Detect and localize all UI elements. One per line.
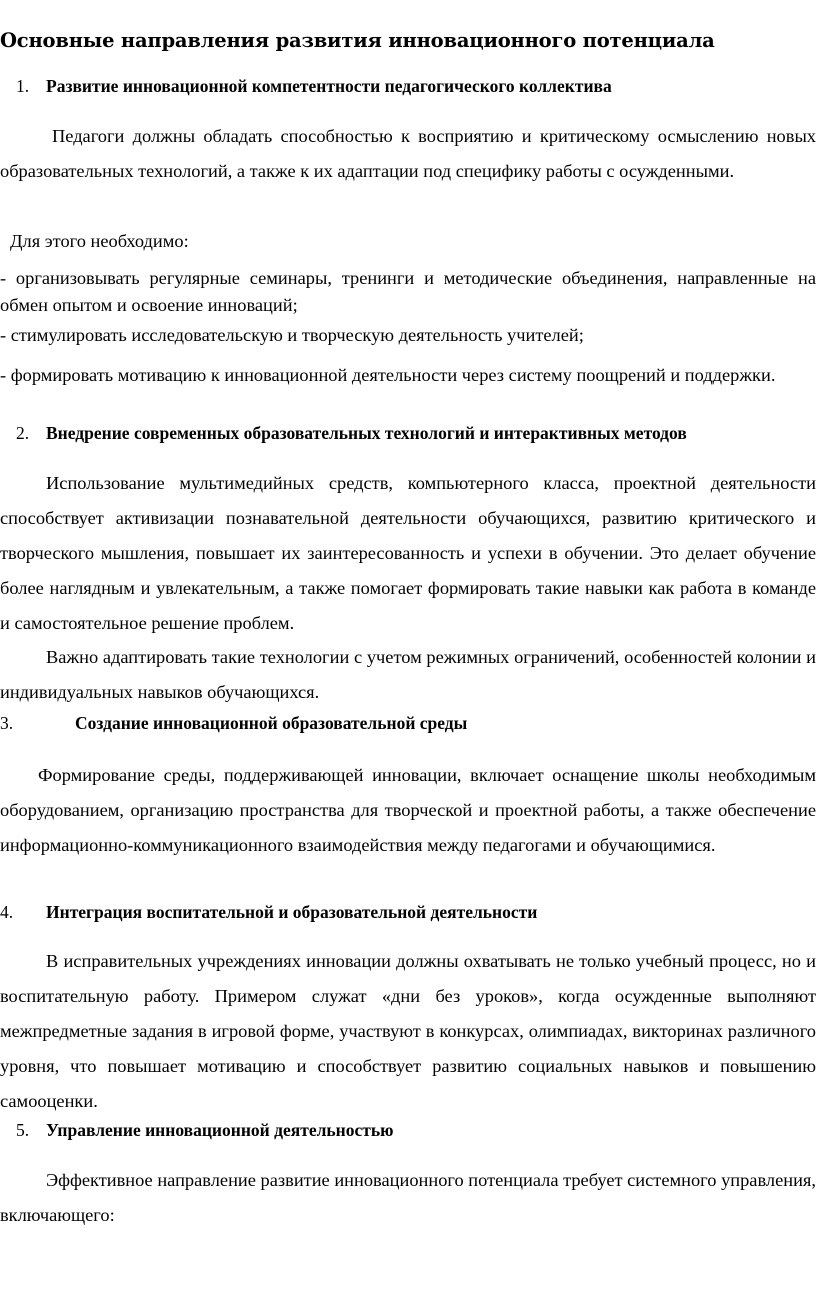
section-number: 1. (16, 76, 30, 96)
section-number: 2. (16, 423, 30, 443)
section-title: Внедрение современных образовательных технологий и интерактивных методов (46, 423, 687, 443)
section-5-heading (16, 1120, 394, 1141)
section-3-heading (0, 713, 467, 734)
section-title: Развитие инновационной компетентности педагогического коллектива (46, 76, 612, 96)
section-title: Создание инновационной образовательной среды (75, 713, 468, 733)
paragraph: Для этого необходимо: (10, 231, 189, 251)
list-item: - формировать мотивацию к инновационной деятельности через систему поощрений и поддержки. (0, 365, 776, 385)
paragraph: Формирование среды, поддерживающей инновации, включает оснащение школы необходимым оборудованием, организацию пространства для творческой и проектной работы, а также обеспечение информационно-коммуникационного взаимодействия между педагогами и обучающимися. (0, 765, 816, 855)
paragraph: Педагоги должны обладать способностью к восприятию и критическому осмыслению новых образовательных технологий, а также к их адаптации под специфику работы с осужденными. (0, 126, 816, 181)
section-number: 3. (0, 713, 14, 733)
section-title: Интеграция воспитательной и образовательной деятельности (46, 902, 538, 922)
section-1-heading (16, 76, 612, 97)
section-2-heading (16, 423, 687, 444)
paragraph: Использование мультимедийных средств, компьютерного класса, проектной деятельности способствует активизации познавательной деятельности обучающихся, развитию критического и творческого мышления, повышает их заинтересованность и успехи в обучении. Это делает обучение более наглядным и увлекательным, а также помогает формировать такие навыки как работа в команде и самостоятельное решение проблем. (0, 473, 816, 633)
paragraph: Важно адаптировать такие технологии с учетом режимных ограничений, особенностей колонии и индивидуальных навыков обучающихся. (0, 647, 816, 702)
paragraph: Эффективное направление развитие инновационного потенциала требует системного управления, включающего: (0, 1170, 816, 1225)
section-title: Управление инновационной деятельностью (46, 1120, 394, 1140)
section-number: 5. (16, 1120, 30, 1140)
section-number: 4. (0, 902, 14, 922)
list-item: - организовывать регулярные семинары, тренинги и методические объединения, направленные на обмен опытом и освоение инноваций; (0, 268, 816, 315)
list-item: - стимулировать исследовательскую и творческую деятельность учителей; (0, 325, 584, 345)
section-4-heading (0, 902, 537, 923)
paragraph: В исправительных учреждениях инновации должны охватывать не только учебный процесс, но и воспитательную работу. Примером служат «дни без уроков», когда осужденные выполняют межпредметные задания в игровой форме, участвуют в конкурсах, олимпиадах, викторинах различного уровня, что повышает мотивацию и способствует развитию социальных навыков и повышению самооценки. (0, 951, 816, 1111)
document-title: Основные направления развития инновационного потенциала (0, 29, 715, 52)
